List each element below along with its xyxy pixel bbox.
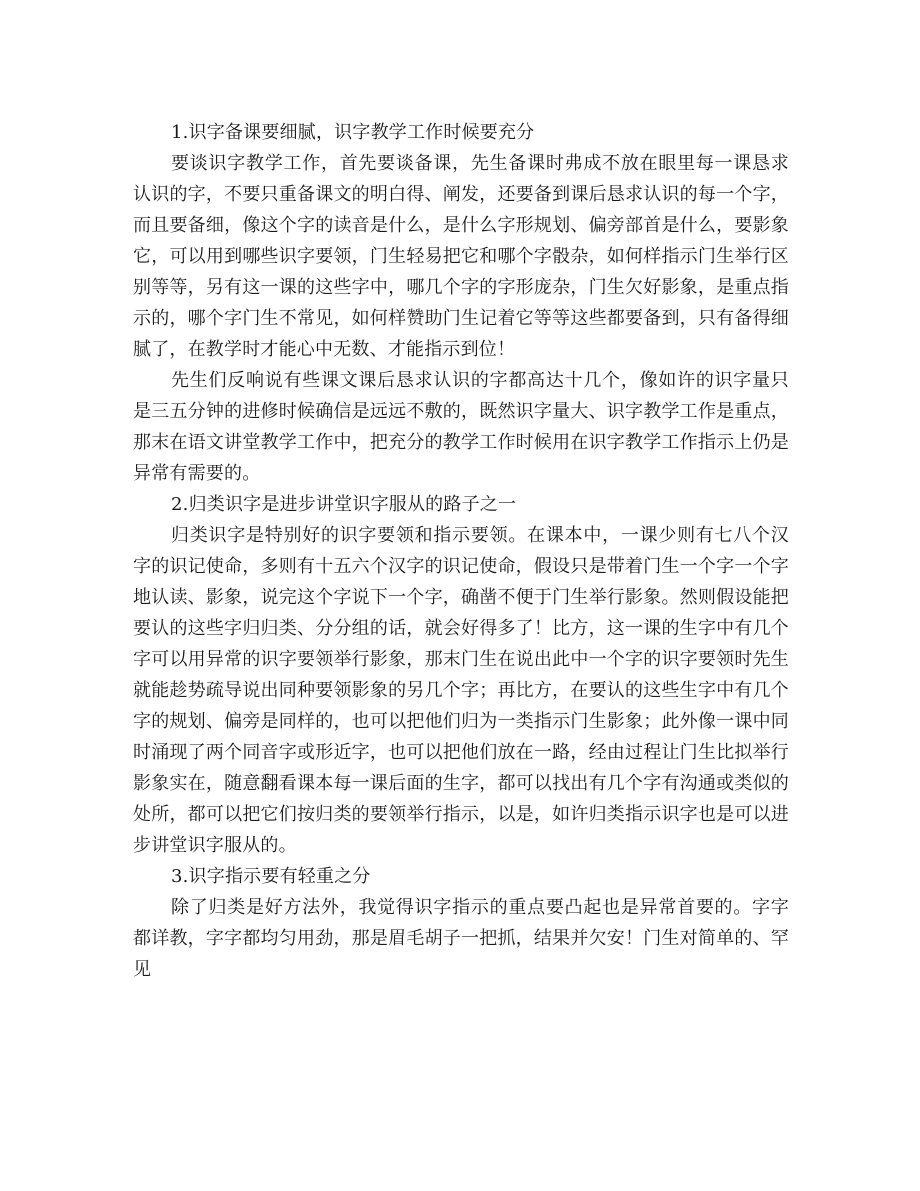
section-heading: 3.识字指示要有轻重之分 <box>171 866 371 887</box>
section-heading: 1.识字备课要细腻，识字教学工作时候要充分 <box>171 122 535 143</box>
paragraph: 要谈识字教学工作，首先要谈备课，先生备课时弗成不放在眼里每一课恳求认识的字，不要只重备课文的明白得、阐发，还要备到课后恳求认识的每一个字，而且要备细，像这个字的读音是什么，是什么字形规划、偏旁部首是什么，要影象它，可以用到哪些识字要领，门生轻易把它和哪个字骰杂，如何样指示门生举行区别等等，另有这一课的这些字中，哪几个字的字形庞杂，门生欠好影象，是重点指示的，哪个字门生不常见，如何样赞助门生记着它等等这些都要备到，只有备得细腻了，在教学时才能心中无数、才能指示到位！ <box>133 153 789 360</box>
section-3 <box>133 861 789 985</box>
document-body <box>133 117 789 985</box>
section-2 <box>133 489 789 861</box>
section-1 <box>133 117 789 489</box>
paragraph: 归类识字是特别好的识字要领和指示要领。在课本中，一课少则有七八个汉字的识记使命，多则有十五六个汉字的识记使命，假设只是带着门生一个字一个字地认读、影象，说完这个字说下一个字，确凿不便于门生举行影象。然则假设能把要认的这些字归归类、分分组的话，就会好得多了！比方，这一课的生字中有几个字可以用异常的识字要领举行影象，那末门生在说出此中一个字的识字要领时先生就能趁势疏导说出同种要领影象的另几个字；再比方，在要认的这些生字中有几个字的规划、偏旁是同样的，也可以把他们归为一类指示门生影象；此外像一课中同时涌现了两个同音字或形近字，也可以把他们放在一路，经由过程让门生比拟举行影象实在，随意翻看课本每一课后面的生字，都可以找出有几个字有沟通或类似的处所，都可以把它们按归类的要领举行指示，以是，如许归类指示识字也是可以进步讲堂识字服从的。 <box>133 525 789 856</box>
paragraph: 先生们反响说有些课文课后恳求认识的字都高达十几个，像如许的识字量只是三五分钟的进修时候确信是远远不敷的，既然识字量大、识字教学工作是重点，那末在语文讲堂教学工作中，把充分的教学工作时候用在识字教学工作指示上仍是异常有需要的。 <box>133 370 789 484</box>
paragraph: 除了归类是好方法外，我觉得识字指示的重点要凸起也是异常首要的。字字都详教，字字都均匀用劲，那是眉毛胡子一把抓，结果并欠安！门生对简单的、罕见 <box>133 897 789 980</box>
section-heading: 2.归类识字是进步讲堂识字服从的路子之一 <box>171 494 517 515</box>
